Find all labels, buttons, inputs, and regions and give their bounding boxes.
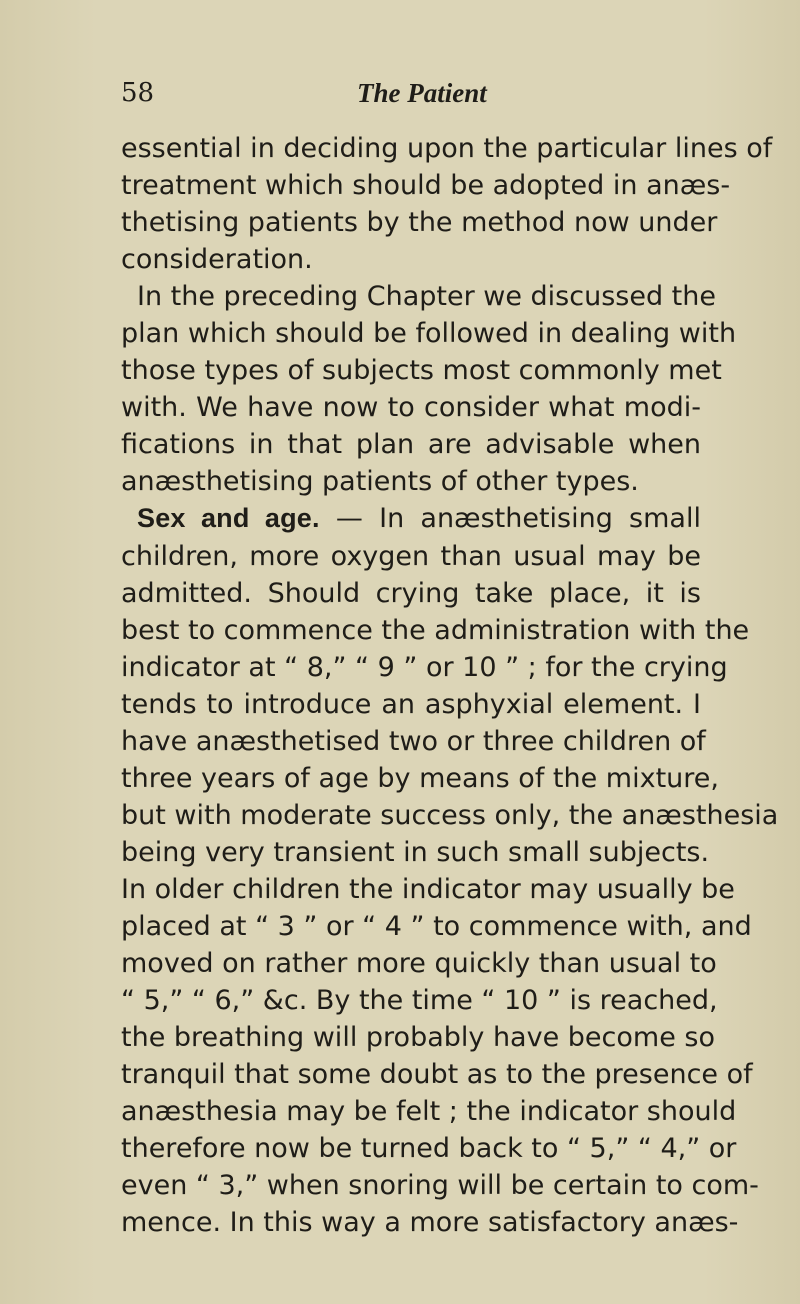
text-line: best to commence the administration with the	[121, 614, 750, 646]
text-line: with. We have now to consider what modi-	[121, 392, 701, 424]
page-header	[121, 78, 701, 114]
text-line: plan which should be followed in dealing with	[121, 318, 737, 350]
text-line: treatment which should be adopted in anæs-	[121, 170, 731, 202]
text-line: fications in that plan are advisable when	[121, 429, 701, 461]
text-line: consideration.	[121, 244, 313, 276]
text-line: moved on rather more quickly than usual to	[121, 948, 717, 980]
text-line: therefore now be turned back to “ 5,” “ 4,” or	[121, 1133, 737, 1165]
page-number: 58	[121, 78, 155, 108]
paragraph-start-line: In the preceding Chapter we discussed the	[137, 281, 716, 313]
text-line: placed at “ 3 ” or “ 4 ” to commence with, and	[121, 910, 752, 942]
text-line: mence. In this way a more satisfactory anæs-	[121, 1207, 739, 1239]
text-line: children, more oxygen than usual may be	[121, 540, 701, 572]
running-title: The Patient	[357, 78, 487, 108]
text-line: but with moderate success only, the anæsthesia	[121, 799, 779, 831]
text-line: three years of age by means of the mixture,	[121, 762, 719, 794]
text-line: tends to introduce an asphyxial element. I	[121, 688, 701, 720]
text-line: essential in deciding upon the particular lines of	[121, 133, 773, 164]
text-line: anæsthetising patients of other types.	[121, 466, 639, 498]
text-line: admitted. Should crying take place, it is	[121, 577, 701, 609]
text-line: In older children the indicator may usually be	[121, 873, 735, 905]
text-line: the breathing will probably have become so	[121, 1022, 715, 1054]
section-heading: Sex and age.	[137, 503, 320, 534]
text-line: anæsthesia may be felt ; the indicator should	[121, 1096, 737, 1128]
text-line: indicator at “ 8,” “ 9 ” or 10 ” ; for the crying	[121, 651, 728, 683]
text-line: those types of subjects most commonly met	[121, 355, 722, 387]
text-line: “ 5,” “ 6,” &c. By the time “ 10 ” is reached,	[121, 985, 718, 1017]
section-start-line: Sex and age. — In anæsthetising small	[137, 503, 701, 535]
text-line: have anæsthetised two or three children of	[121, 725, 706, 757]
body-text	[121, 130, 779, 1241]
text-line: being very transient in such small subjects.	[121, 836, 710, 868]
text-line: thetising patients by the method now under	[121, 207, 718, 239]
text-line: even “ 3,” when snoring will be certain to com-	[121, 1170, 759, 1202]
text-line: tranquil that some doubt as to the presence of	[121, 1059, 753, 1091]
